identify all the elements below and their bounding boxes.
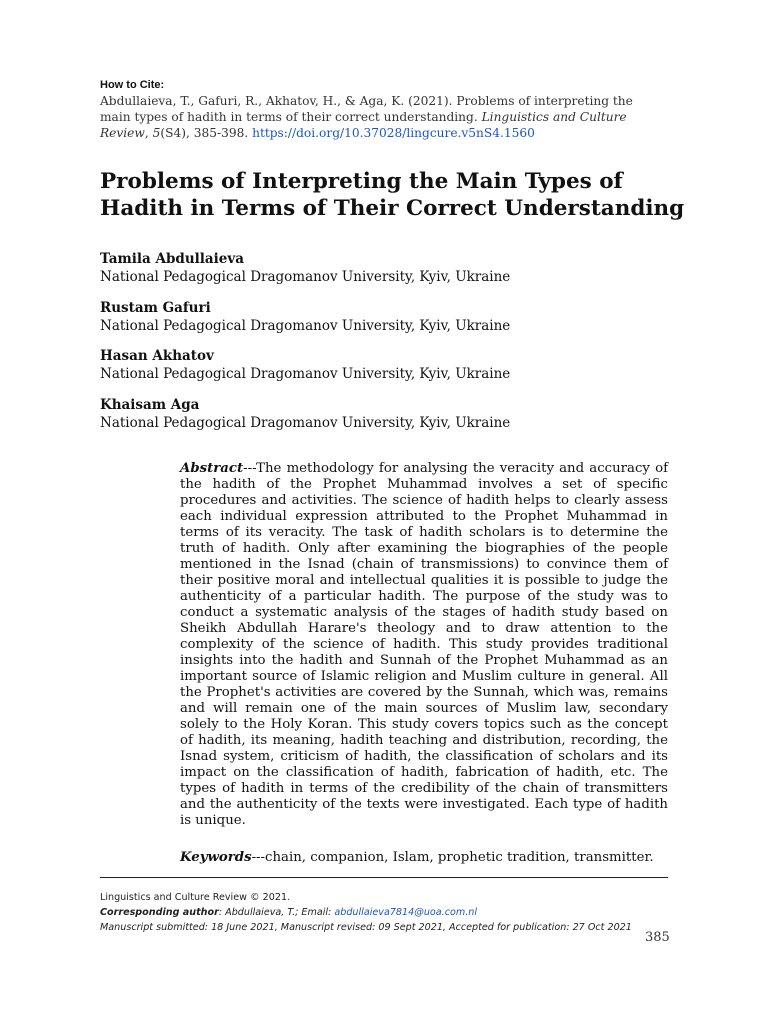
author-name: Tamila Abdullaieva	[100, 251, 244, 267]
footer-block	[100, 890, 660, 935]
author-block	[100, 347, 660, 383]
author-affiliation: National Pedagogical Dragomanov University, Kyiv, Ukraine	[100, 415, 511, 431]
keywords-line	[180, 850, 680, 866]
how-to-cite-colon: :	[160, 79, 165, 91]
abstract-paragraph	[180, 461, 668, 829]
email-link[interactable]: abdullaieva7814@uoa.com.nl	[334, 907, 477, 918]
author-name: Khaisam Aga	[100, 397, 200, 413]
author-block	[100, 299, 660, 335]
footer-divider	[100, 877, 668, 878]
abstract-text: ---The methodology for analysing the veracity and accuracy of the hadith of the Prophet Muhammad involves a set of specific procedures and activities. The science of hadith helps to clearly assess each individual expression attributed to the Prophet Muhammad in terms of its veracity. The task of hadith scholars is to determine the truth of hadith. Only after examining the biographies of the people mentioned in the Isnad (chain of transmissions) to convince them of their positive moral and intellectual qualities it is possible to judge the authenticity of a particular hadith. The purpose of the study was to conduct a systematic analysis of the stages of hadith study based on Sheikh Abdullah Harare's theology and to draw attention to the complexity of the science of hadith. This study provides traditional insights into the hadith and Sunnah of the Prophet Muhammad as an important source of Islamic religion and Muslim culture in general. All the Prophet's activities are covered by the Sunnah, which was, remains and will remain one of the main sources of Muslim law, secondary solely to the Holy Koran. This study covers topics such as the concept of hadith, its meaning, hadith teaching and distribution, recording, the Isnad system, criticism of hadith, the classification of scholars and its impact on the classification of hadith, fabrication of hadith, etc. The types of hadith in terms of the credibility of the chain of transmitters and the authenticity of the texts were investigated. Each type of hadith is unique.	[180, 461, 668, 828]
footer-copyright: Linguistics and Culture Review © 2021.	[100, 892, 291, 903]
author-name: Hasan Akhatov	[100, 348, 214, 364]
citation-volume: 5	[152, 126, 161, 140]
citation-text: Abdullaieva, T., Gafuri, R., Akhatov, H., & Aga, K. (2021). Problems of interpreting the main types of hadith in terms of their correct understanding.	[100, 94, 633, 124]
how-to-cite-label: How to Cite	[100, 79, 161, 91]
manuscript-dates: Manuscript submitted: 18 June 2021, Manuscript revised: 09 Sept 2021, Accepted for publication: 27 Oct 2021	[100, 922, 632, 933]
page-number: 385	[645, 930, 670, 945]
author-affiliation: National Pedagogical Dragomanov University, Kyiv, Ukraine	[100, 269, 511, 285]
abstract-label: Abstract	[180, 461, 244, 476]
doi-link[interactable]: https://doi.org/10.37028/lingcure.v5nS4.1560	[252, 126, 535, 140]
how-to-cite-block	[100, 76, 660, 141]
keywords-label: Keywords	[180, 850, 252, 865]
paper-title: Problems of Interpreting the Main Types of Hadith in Terms of Their Correct Understanding	[100, 169, 685, 221]
citation-journal: Linguistics and Culture Review	[100, 110, 627, 140]
author-affiliation: National Pedagogical Dragomanov University, Kyiv, Ukraine	[100, 366, 511, 382]
author-affiliation: National Pedagogical Dragomanov University, Kyiv, Ukraine	[100, 318, 511, 334]
corresponding-author-label: Corresponding author	[100, 907, 219, 918]
citation-volume-separator: ,	[144, 126, 153, 140]
corresponding-author-text: : Abdullaieva, T.; Email:	[218, 907, 335, 918]
author-name: Rustam Gafuri	[100, 300, 211, 316]
keywords-text: ---chain, companion, Islam, prophetic tradition, transmitter.	[251, 850, 654, 865]
author-block	[100, 396, 660, 432]
citation-issue-pages: (S4), 385-398.	[160, 126, 249, 140]
author-block	[100, 250, 660, 286]
